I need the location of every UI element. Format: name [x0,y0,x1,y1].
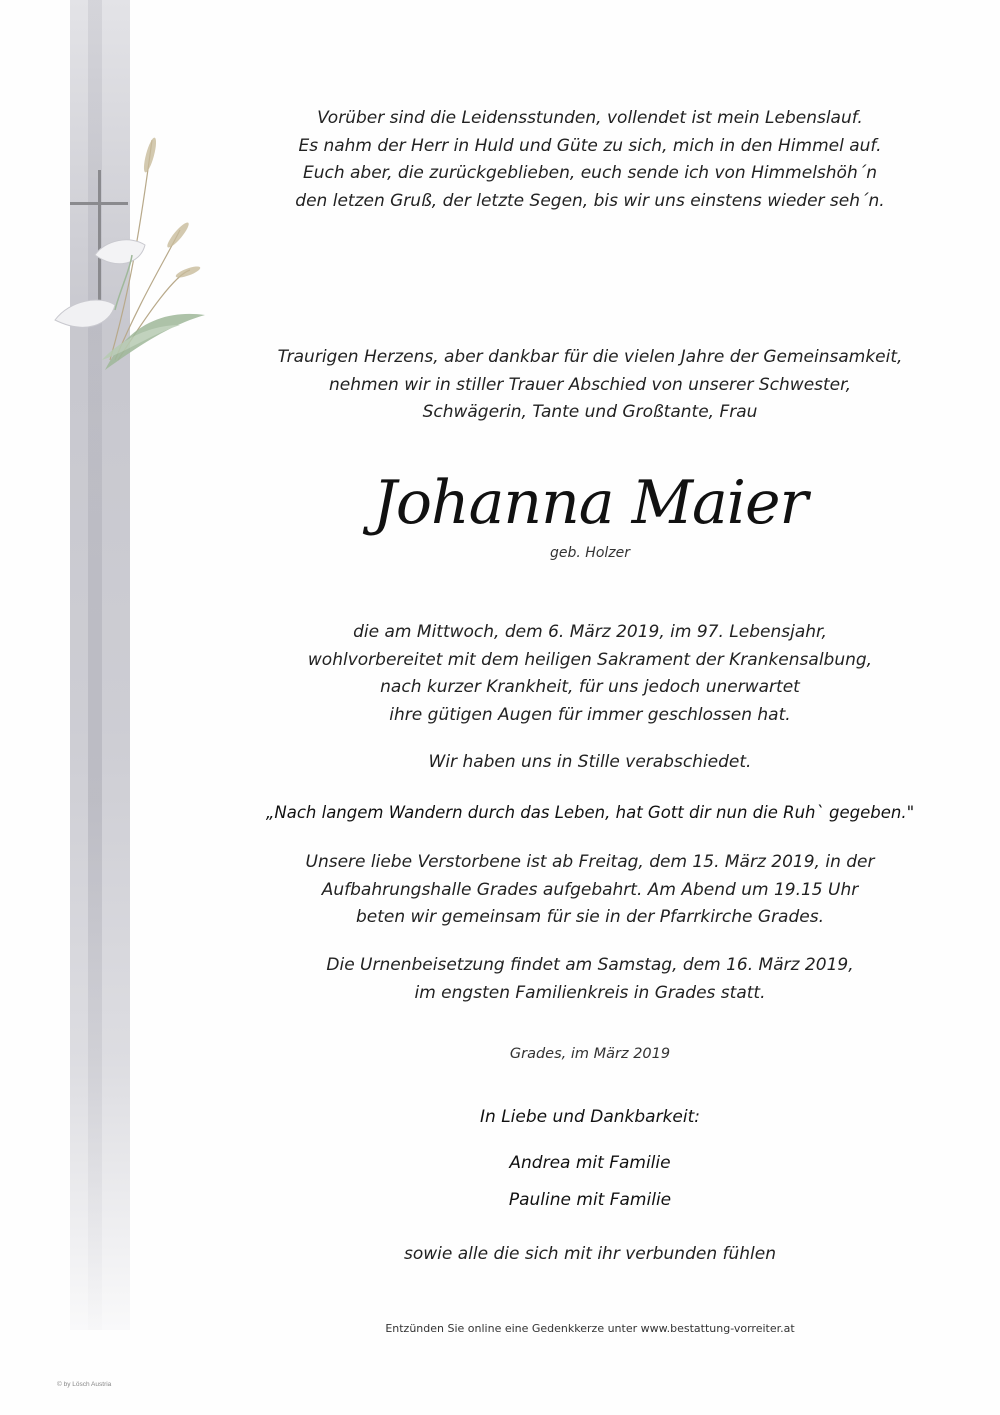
mourner-name: Andrea mit Familie [509,1153,671,1173]
mourner-name: Pauline mit Familie [508,1190,672,1210]
farewell-text: Wir haben uns in Stille verabschiedet. [428,752,752,772]
intro-text [200,344,980,427]
burial-line: Die Urnenbeisetzung findet am Samstag, dem 16. März 2019, [326,955,854,975]
deceased-name: Johanna Maier [372,468,808,538]
place-date: Grades, im März 2019 [509,1046,671,1062]
poem-line: den letzen Gruß, der letzte Segen, bis wir uns einstens wieder seh´n. [295,190,885,211]
intro-line: Traurigen Herzens, aber dankbar für die vielen Jahre der Gemeinsamkeit, [277,347,903,367]
death-notice-line: wohlvorbereitet mit dem heiligen Sakrament der Krankensalbung, [307,649,873,670]
viewing-info [200,849,980,932]
cross-lily-wheat-illustration [40,110,210,410]
poem [200,105,980,215]
death-notice-line: die am Mittwoch, dem 6. März 2019, im 97. Lebensjahr, [353,622,827,642]
wheat-ears-icon [141,137,201,280]
death-notice-line: ihre gütigen Augen für immer geschlossen hat. [389,704,791,725]
leaf-icon [102,314,205,370]
intro-line: nehmen wir in stiller Trauer Abschied von unserer Schwester, [329,374,851,395]
closing-text: In Liebe und Dankbarkeit: [480,1107,700,1127]
birth-name: geb. Holzer [550,545,630,561]
poem-line: Vorüber sind die Leidensstunden, vollendet ist mein Lebenslauf. [317,108,863,128]
burial-info [200,952,980,1007]
death-notice-line: nach kurzer Krankheit, für uns jedoch unerwartet [380,677,800,697]
copyright: © by Lösch Austria [57,1381,112,1388]
viewing-line: beten wir gemeinsam für sie in der Pfarrkirche Grades. [356,907,824,927]
poem-line: Es nahm der Herr in Huld und Güte zu sich, mich in den Himmel auf. [298,135,882,156]
footer-link-text[interactable]: Entzünden Sie online eine Gedenkkerze unter www.bestattung-vorreiter.at [385,1322,795,1335]
death-notice [200,619,980,729]
viewing-line: Unsere liebe Verstorbene ist ab Freitag, dem 15. März 2019, in der [305,852,875,872]
poem-line: Euch aber, die zurückgeblieben, euch sende ich von Himmelshöh´n [302,163,878,183]
quote: „Nach langem Wandern durch das Leben, hat Gott dir nun die Ruh` gegeben." [265,803,915,822]
burial-line: im engsten Familienkreis in Grades statt. [414,982,766,1003]
viewing-line: Aufbahrungshalle Grades aufgebahrt. Am Abend um 19.15 Uhr [321,879,859,900]
intro-line: Schwägerin, Tante und Großtante, Frau [422,402,758,422]
others-text: sowie alle die sich mit ihr verbunden fühlen [404,1244,776,1264]
